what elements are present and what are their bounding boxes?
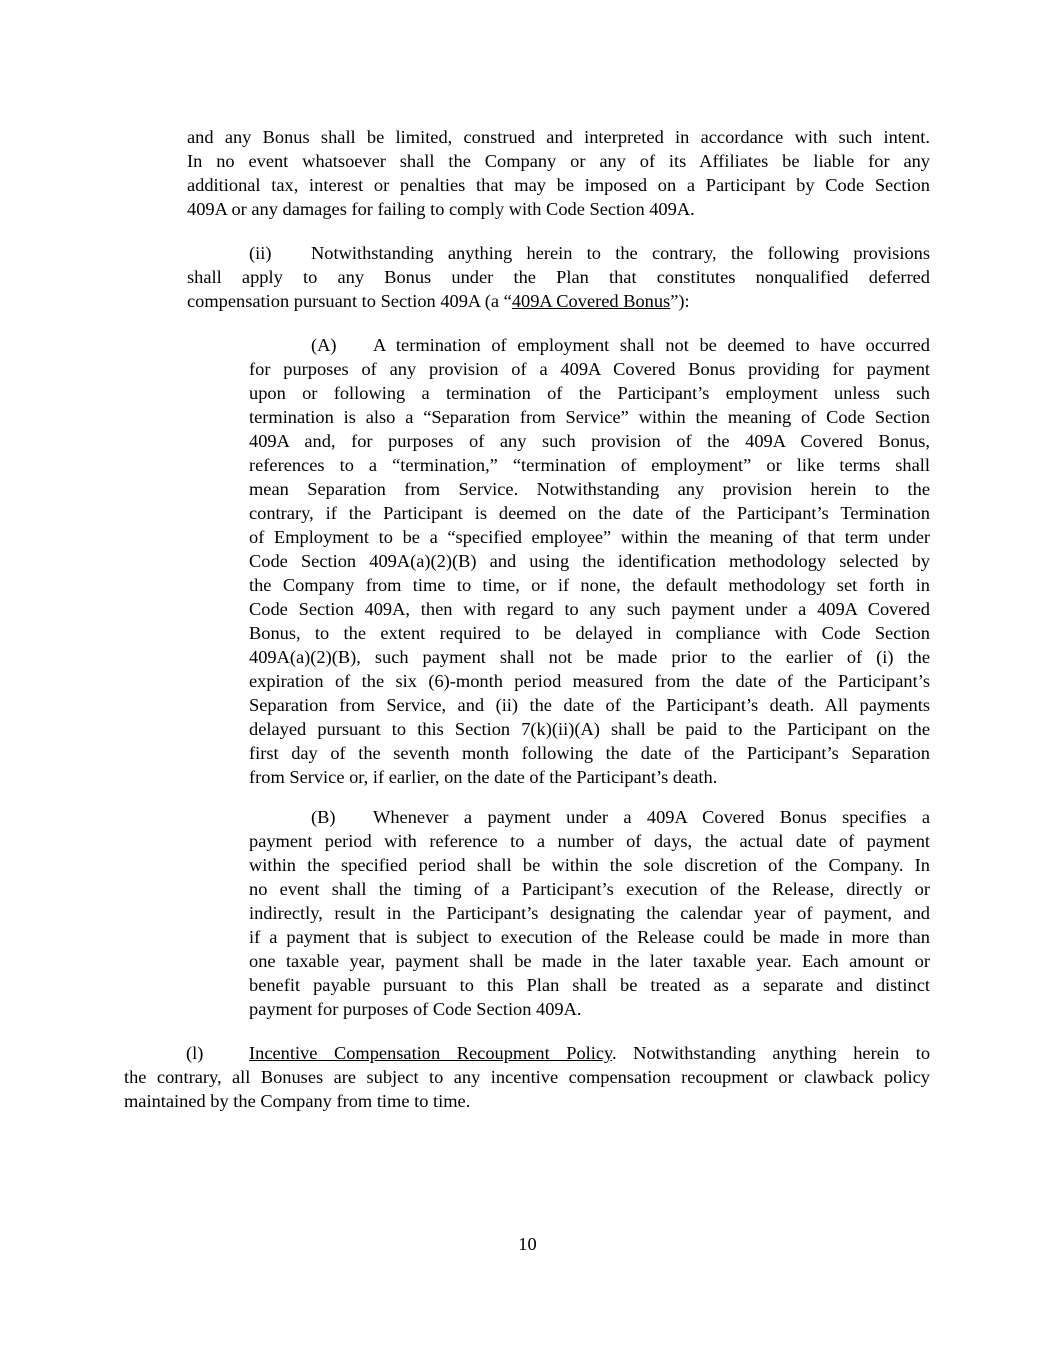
text-line	[249, 405, 930, 429]
text-segment: no event shall the timing of a Participant’s execution of the Release, directly or	[249, 879, 930, 899]
text-segment: Whenever a payment under a 409A Covered Bonus specifies a	[373, 807, 930, 827]
text-segment: ”):	[670, 291, 690, 311]
text-segment: 409A or any damages for failing to comply with Code Section 409A.	[187, 199, 695, 219]
text-segment: indirectly, result in the Participant’s designating the calendar year of payment, and	[249, 903, 930, 923]
text-segment: first day of the seventh month following the date of the Participant’s Separation	[249, 743, 930, 763]
text-line	[249, 949, 930, 973]
underlined-heading: Incentive Compensation Recoupment Policy	[249, 1043, 613, 1063]
text-segment: for purposes of any provision of a 409A Covered Bonus providing for payment	[249, 359, 930, 379]
text-segment: shall apply to any Bonus under the Plan that constitutes nonqualified deferred	[187, 267, 930, 287]
section-label: (l)	[186, 1043, 204, 1063]
paragraph-intro	[187, 125, 930, 221]
text-line	[249, 573, 930, 597]
text-segment: expiration of the six (6)-month period measured from the date of the Participant’s	[249, 671, 930, 691]
text-segment: Notwithstanding anything herein to the contrary, the following provisions	[311, 243, 930, 263]
text-line	[249, 597, 930, 621]
text-segment: from Service or, if earlier, on the date of the Participant’s death.	[249, 767, 718, 787]
text-segment: contrary, if the Participant is deemed on the date of the Participant’s Termination	[249, 503, 930, 523]
text-segment: upon or following a termination of the Participant’s employment unless such	[249, 383, 930, 403]
text-line	[249, 621, 930, 645]
text-segment: payment period with reference to a number of days, the actual date of payment	[249, 831, 930, 851]
text-segment: 409A and, for purposes of any such provision of the 409A Covered Bonus,	[249, 431, 930, 451]
text-line	[249, 501, 930, 525]
text-line	[249, 693, 930, 717]
text-line	[187, 125, 930, 149]
text-line	[249, 829, 930, 853]
page-number: 10	[518, 1234, 537, 1254]
text-segment: In no event whatsoever shall the Company or any of its Affiliates be liable for any	[187, 151, 930, 171]
text-segment: one taxable year, payment shall be made in the later taxable year. Each amount or	[249, 951, 930, 971]
text-line	[187, 173, 930, 197]
text-line	[249, 669, 930, 693]
text-line	[124, 1041, 930, 1065]
text-line	[249, 901, 930, 925]
text-segment: the Company from time to time, or if none, the default methodology set forth in	[249, 575, 930, 595]
text-line	[249, 333, 930, 357]
text-segment: Bonus, to the extent required to be delayed in compliance with Code Section	[249, 623, 930, 643]
section-label: (A)	[311, 335, 337, 355]
text-segment: 409A(a)(2)(B), such payment shall not be made prior to the earlier of (i) the	[249, 647, 930, 667]
text-line	[249, 765, 930, 789]
text-line	[249, 357, 930, 381]
text-line	[249, 717, 930, 741]
text-segment: mean Separation from Service. Notwithstanding any provision herein to the	[249, 479, 930, 499]
text-line	[249, 645, 930, 669]
text-segment: the contrary, all Bonuses are subject to any incentive compensation recoupment or clawback policy	[124, 1067, 930, 1087]
paragraph-B	[249, 805, 930, 1021]
section-label: (ii)	[249, 243, 272, 263]
text-segment: of Employment to be a “specified employee” within the meaning of that term under	[249, 527, 930, 547]
text-line	[249, 741, 930, 765]
section-label: (B)	[311, 807, 336, 827]
text-segment: maintained by the Company from time to time.	[124, 1091, 471, 1111]
text-line	[187, 241, 930, 265]
text-line	[249, 549, 930, 573]
paragraph-A	[249, 333, 930, 789]
text-segment: Separation from Service, and (ii) the date of the Participant’s death. All payments	[249, 695, 930, 715]
text-segment: delayed pursuant to this Section 7(k)(ii)(A) shall be paid to the Participant on the	[249, 719, 930, 739]
paragraph-l	[124, 1041, 930, 1113]
text-line	[249, 381, 930, 405]
text-segment: payment for purposes of Code Section 409A.	[249, 999, 582, 1019]
text-line	[249, 805, 930, 829]
text-line	[187, 265, 930, 289]
text-line	[124, 1065, 930, 1089]
text-line	[249, 429, 930, 453]
text-segment: . Notwithstanding anything herein to	[612, 1043, 931, 1063]
text-line	[249, 877, 930, 901]
text-segment: references to a “termination,” “termination of employment” or like terms shall	[249, 455, 930, 475]
text-line	[249, 973, 930, 997]
text-line	[187, 289, 930, 313]
text-segment: termination is also a “Separation from Service” within the meaning of Code Section	[249, 407, 930, 427]
paragraph-ii	[187, 241, 930, 313]
text-segment: benefit payable pursuant to this Plan shall be treated as a separate and distinct	[249, 975, 930, 995]
text-segment: A termination of employment shall not be deemed to have occurred	[373, 335, 930, 355]
text-segment: and any Bonus shall be limited, construed and interpreted in accordance with such intent.	[187, 127, 930, 147]
text-line	[249, 525, 930, 549]
text-segment: if a payment that is subject to execution of the Release could be made in more than	[249, 927, 930, 947]
text-line	[249, 477, 930, 501]
text-line	[187, 149, 930, 173]
text-segment: additional tax, interest or penalties that may be imposed on a Participant by Code Section	[187, 175, 930, 195]
text-line	[249, 925, 930, 949]
text-line	[249, 997, 930, 1021]
text-segment: Code Section 409A(a)(2)(B) and using the identification methodology selected by	[249, 551, 930, 571]
text-line	[124, 1089, 930, 1113]
underlined-heading: 409A Covered Bonus	[511, 291, 671, 311]
text-segment: Code Section 409A, then with regard to any such payment under a 409A Covered	[249, 599, 930, 619]
text-line	[249, 853, 930, 877]
text-line	[187, 197, 930, 221]
text-line	[249, 453, 930, 477]
text-segment: within the specified period shall be within the sole discretion of the Company. In	[249, 855, 930, 875]
text-segment: compensation pursuant to Section 409A (a “	[187, 291, 512, 311]
